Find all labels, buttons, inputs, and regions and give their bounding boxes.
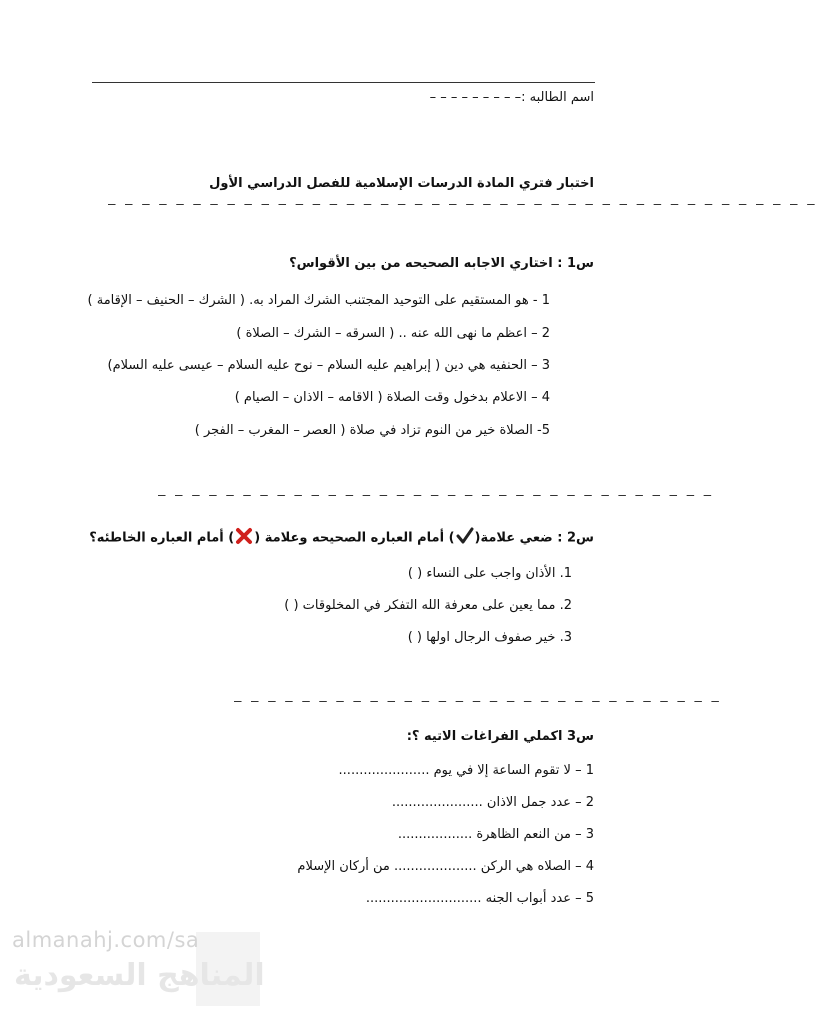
title-separator: – – – – – – – – – – – – – – – – – – – – – – – – – – – – – – – – – – – – – – – – – –: [108, 196, 816, 211]
q3-item-1: 1 – لا تقوم الساعة إلا في يوم ......................: [338, 763, 594, 778]
q1-separator: – – – – – – – – – – – – – – – – – – – – – – – – – – – – – – – – –: [158, 487, 713, 502]
q3-item-4: 4 – الصلاه هي الركن .................... من أركان الإسلام: [297, 859, 594, 874]
exam-title: اختبار فتري المادة الدرسات الإسلامية للفصل الدراسي الأول: [209, 176, 594, 191]
q1-item-5: 5- الصلاة خير من النوم تزاد في صلاة ( العصر – المغرب – الفجر ): [194, 423, 550, 438]
cross-mark-icon: [234, 526, 254, 550]
check-mark-icon: [455, 526, 475, 550]
q2-item-2: 2. مما يعين على معرفة الله التفكر في المخلوقات ( ): [284, 598, 572, 613]
q2-separator: – – – – – – – – – – – – – – – – – – – – – – – – – – – – –: [234, 693, 720, 708]
q2-prefix: س2 :: [557, 530, 594, 546]
q1-item-1: 1 - هو المستقيم على التوحيد المجتنب الشرك المراد به. ( الشرك – الحنيف – الإقامة ): [87, 293, 550, 308]
q1-item-4: 4 – الاعلام بدخول وقت الصلاة ( الاقامه – الاذان – الصيام ): [234, 390, 550, 405]
watermark-url: almanahj.com/sa: [12, 928, 200, 952]
q3-item-5: 5 – عدد أبواب الجنه ............................: [365, 891, 594, 906]
q1-item-2: 2 – اعظم ما نهى الله عنه .. ( السرقه – الشرك – الصلاة ): [236, 326, 550, 341]
q3-heading: س3 اكملي الفراغات الاتيه ؟:: [406, 729, 594, 744]
q2-heading-part2: ) أمام العباره الصحيحه وعلامة (: [254, 530, 455, 546]
q2-item-1: 1. الأذان واجب على النساء ( ): [407, 566, 572, 581]
q2-item-3: 3. خير صفوف الرجال اولها ( ): [407, 630, 572, 645]
watermark-arabic: المناهج السعودية: [14, 958, 265, 993]
q2-heading-part3: ) أمام العباره الخاطئه؟: [89, 530, 235, 546]
q3-item-3: 3 – من النعم الظاهرة ..................: [397, 827, 594, 842]
q3-item-2: 2 – عدد جمل الاذان ......................: [391, 795, 594, 810]
top-rule: [92, 82, 595, 83]
student-name-label: اسم الطالبه :– – – – – – – – –: [429, 90, 594, 105]
q2-heading-part1: ضعي علامة(: [474, 530, 553, 546]
q2-heading: [89, 526, 594, 550]
q1-heading: س1 : اختاري الاجابه الصحيحه من بين الأقواس؟: [289, 256, 594, 271]
q1-item-3: 3 – الحنفيه هي دين ( إبراهيم عليه السلام – نوح عليه السلام – عيسى عليه السلام): [107, 358, 550, 373]
